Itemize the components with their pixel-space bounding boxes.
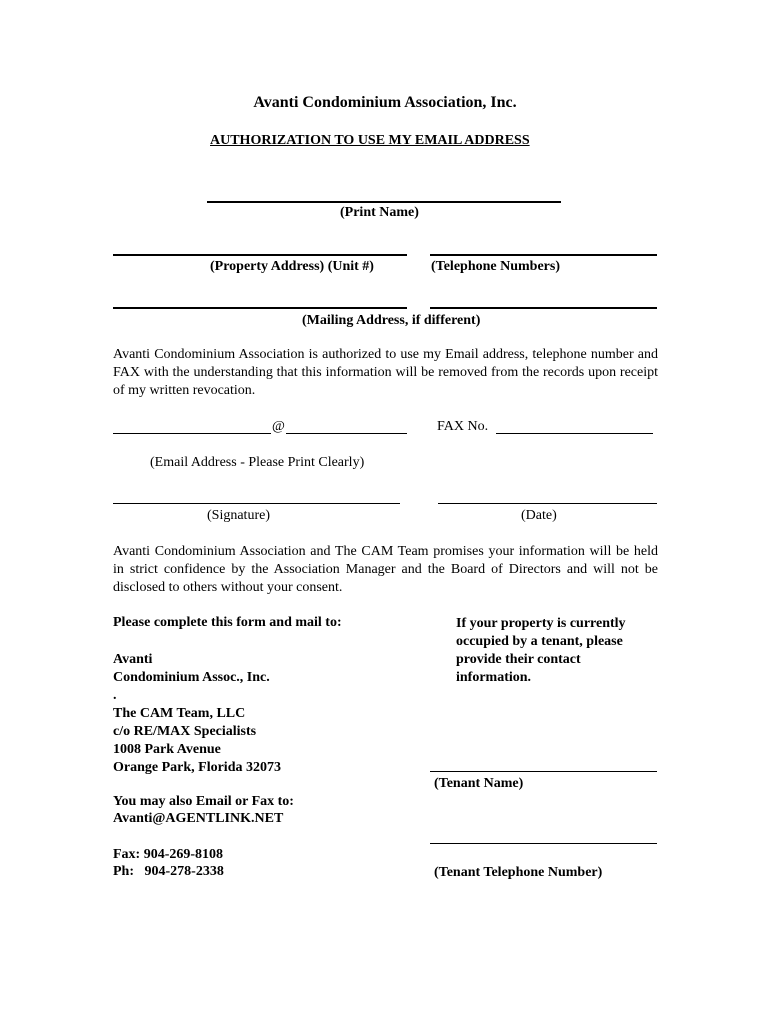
- tenant-note: [456, 615, 626, 687]
- telephone-numbers-line[interactable]: [430, 254, 657, 256]
- tenant-note-line: If your property is currently: [456, 616, 626, 631]
- signature-line[interactable]: [113, 503, 400, 504]
- form-subtitle: AUTHORIZATION TO USE MY EMAIL ADDRESS: [210, 133, 530, 148]
- signature-label: (Signature): [207, 508, 270, 523]
- authorization-paragraph: Avanti Condominium Association is authorized to use my Email address, telephone number and FAX with the understanding that this information will be removed from the records upon receipt of my written revocation.: [113, 347, 658, 398]
- print-name-label: (Print Name): [340, 205, 419, 220]
- confidentiality-paragraph: Avanti Condominium Association and The CAM Team promises your information will be held in strict confidence by the Association Manager and the Board of Directors and will not be disclosed to others without your consent.: [113, 544, 658, 595]
- tenant-phone-label: (Tenant Telephone Number): [434, 865, 603, 880]
- mailing-address-label: (Mailing Address, if different): [302, 313, 481, 328]
- tenant-name-label: (Tenant Name): [434, 776, 524, 791]
- tenant-phone-line[interactable]: [430, 843, 657, 844]
- property-address-label: (Property Address) (Unit #): [210, 259, 374, 274]
- address-line: c/o RE/MAX Specialists: [113, 724, 257, 739]
- mail-to-heading: Please complete this form and mail to:: [113, 615, 342, 630]
- email-at-sign: @: [272, 419, 285, 434]
- mailing-address-line-left[interactable]: [113, 307, 407, 309]
- association-fax: Fax: 904-269-8108: [113, 847, 224, 862]
- telephone-numbers-label: (Telephone Numbers): [431, 259, 560, 274]
- address-line: .: [113, 688, 117, 703]
- date-line[interactable]: [438, 503, 657, 504]
- mail-to-address: [113, 651, 281, 777]
- fax-no-label: FAX No.: [437, 419, 489, 434]
- property-address-line[interactable]: [113, 254, 407, 256]
- tenant-name-line[interactable]: [430, 771, 657, 772]
- email-domain-line[interactable]: [286, 433, 407, 434]
- mailing-address-line-right[interactable]: [430, 307, 657, 309]
- fax-no-line[interactable]: [496, 433, 653, 434]
- association-email: Avanti@AGENTLINK.NET: [113, 811, 284, 826]
- email-caption: (Email Address - Please Print Clearly): [150, 455, 365, 470]
- tenant-note-line: provide their contact: [456, 652, 581, 667]
- document-title: Avanti Condominium Association, Inc.: [253, 94, 517, 111]
- email-fax-heading: You may also Email or Fax to:: [113, 794, 294, 809]
- tenant-note-line: occupied by a tenant, please: [456, 634, 623, 649]
- address-line: The CAM Team, LLC: [113, 706, 246, 721]
- address-line: 1008 Park Avenue: [113, 742, 221, 757]
- email-local-line[interactable]: [113, 433, 271, 434]
- association-phone: Ph: 904-278-2338: [113, 864, 224, 879]
- tenant-note-line: information.: [456, 670, 532, 685]
- print-name-line[interactable]: [207, 201, 561, 203]
- address-line: Orange Park, Florida 32073: [113, 760, 281, 775]
- date-label: (Date): [521, 508, 557, 523]
- address-line: Avanti: [113, 652, 153, 667]
- address-line: Condominium Assoc., Inc.: [113, 670, 270, 685]
